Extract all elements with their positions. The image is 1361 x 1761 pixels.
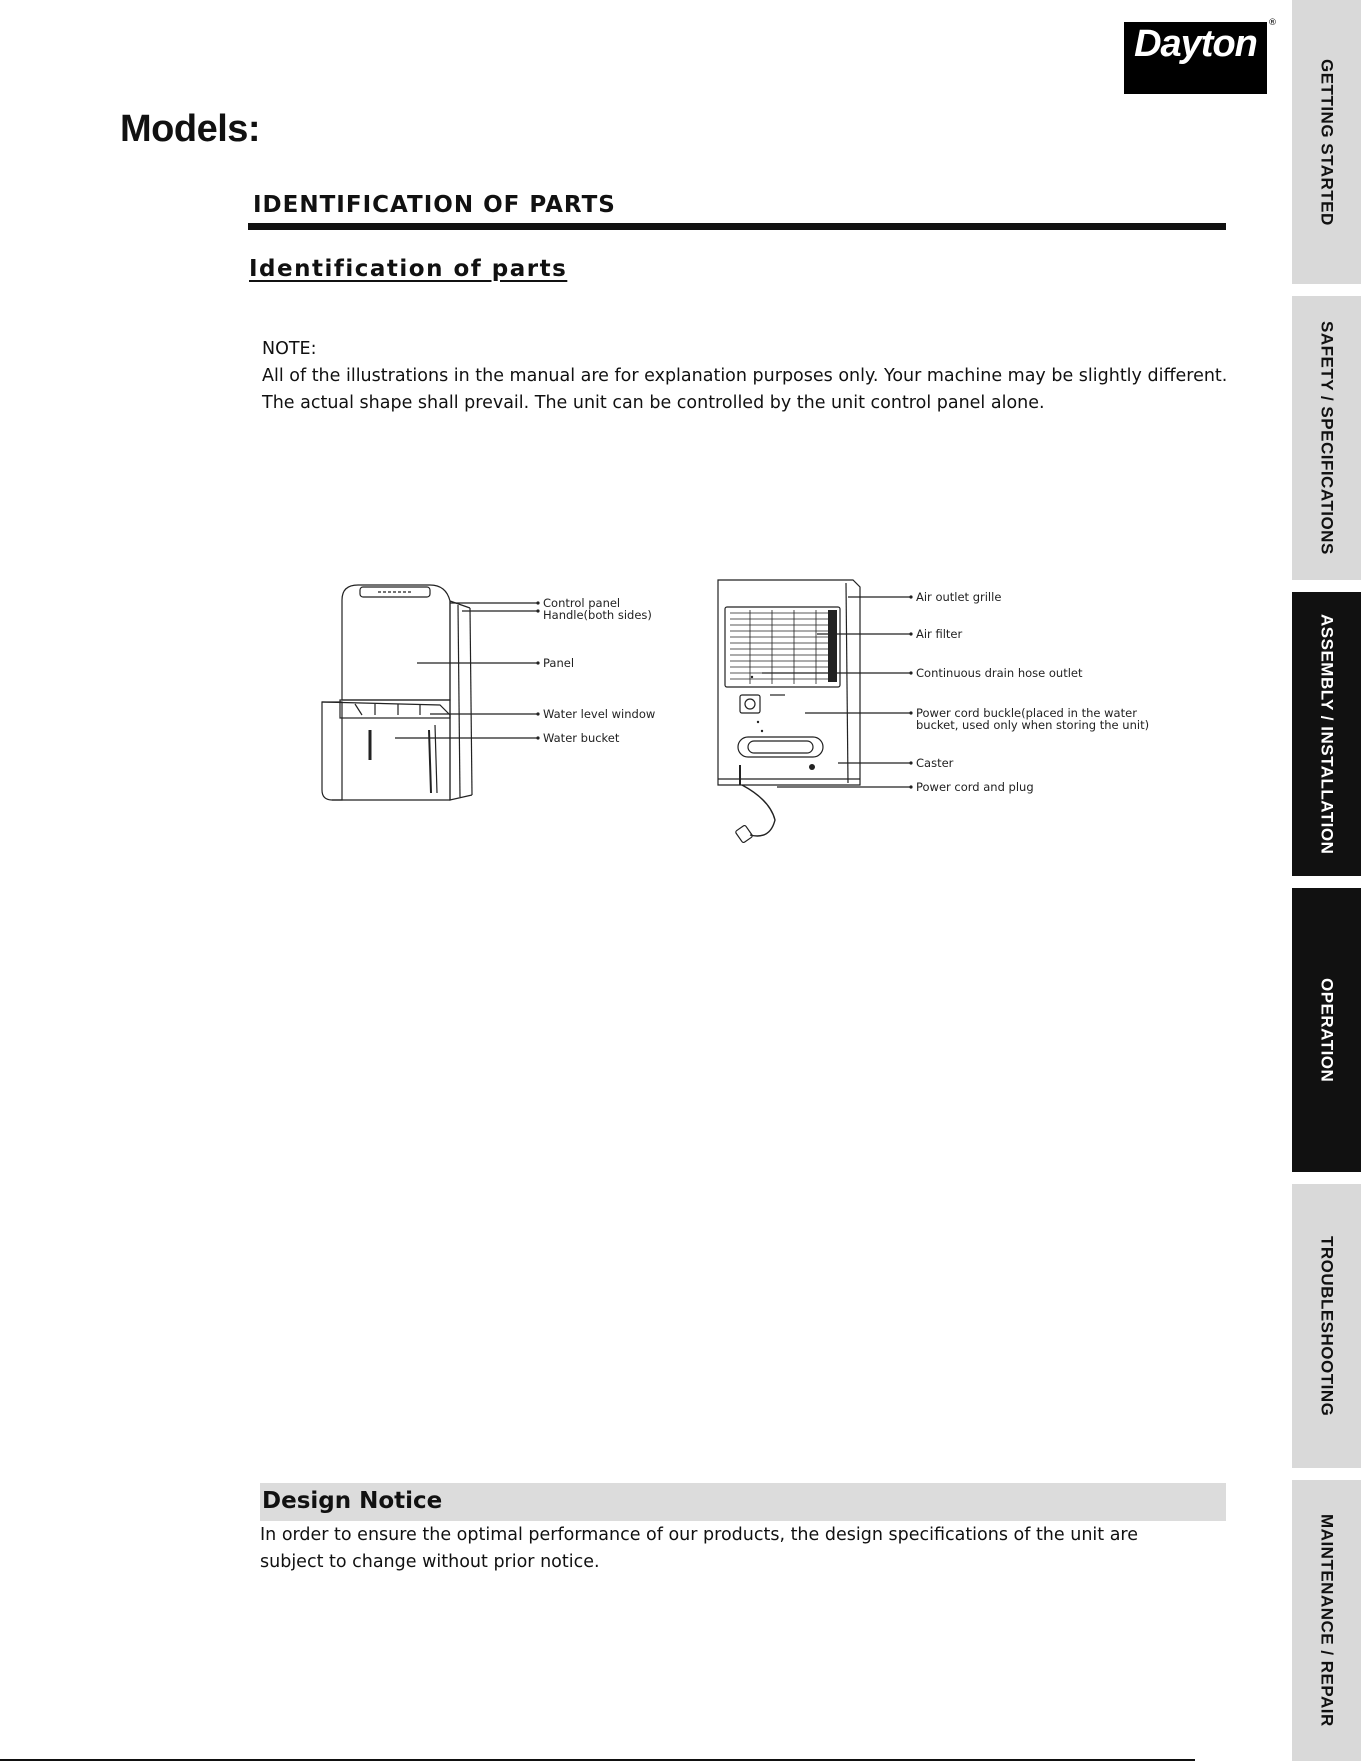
front-view bbox=[322, 585, 537, 800]
tab-safety-specifications[interactable] bbox=[1292, 296, 1361, 580]
design-notice-title: Design Notice bbox=[262, 1488, 443, 1514]
tab-label: OPERATION bbox=[1317, 977, 1337, 1083]
registered-mark: ® bbox=[1268, 18, 1277, 28]
label-water-bucket: Water bucket bbox=[543, 731, 620, 745]
tab-getting-started[interactable] bbox=[1292, 0, 1361, 284]
note-block bbox=[262, 336, 1252, 417]
tab-label: SAFETY / SPECIFICATIONS bbox=[1317, 321, 1337, 555]
tab-label: TROUBLESHOOTING bbox=[1317, 1235, 1337, 1417]
tab-maintenance-repair[interactable] bbox=[1292, 1480, 1361, 1761]
design-notice-text bbox=[260, 1522, 1240, 1576]
dayton-logo bbox=[1124, 22, 1267, 94]
label-power-cord-plug: Power cord and plug bbox=[916, 780, 1034, 794]
dehumidifier-diagram bbox=[300, 565, 1150, 865]
subsection-title: Identification of parts bbox=[249, 256, 568, 282]
note-line-2: The actual shape shall prevail. The unit can be controlled by the unit control panel alone. bbox=[262, 393, 1045, 413]
label-control-panel: Control panel bbox=[543, 596, 621, 610]
front-leader-ticks bbox=[536, 601, 539, 739]
note-line-1: All of the illustrations in the manual are for explanation purposes only. Your machine may be slightly different. bbox=[262, 366, 1228, 386]
label-power-cord-buckle-2: bucket, used only when storing the unit) bbox=[916, 718, 1150, 732]
section-divider bbox=[248, 223, 1226, 230]
design-notice-line-1: In order to ensure the optimal performance of our products, the design specifications of the unit are bbox=[260, 1525, 1138, 1545]
label-air-filter: Air filter bbox=[916, 627, 963, 641]
page-title: Models: bbox=[120, 108, 261, 150]
note-label: NOTE: bbox=[262, 339, 317, 359]
label-handle: Handle(both sides) bbox=[543, 608, 652, 622]
label-water-level-window: Water level window bbox=[543, 707, 656, 721]
label-caster: Caster bbox=[916, 756, 954, 770]
logo-text: Dayton bbox=[1134, 23, 1257, 65]
label-drain-hose-outlet: Continuous drain hose outlet bbox=[916, 666, 1083, 680]
label-air-outlet-grille: Air outlet grille bbox=[916, 590, 1002, 604]
tab-label: ASSEMBLY / INSTALLATION bbox=[1317, 613, 1337, 855]
tab-troubleshooting[interactable] bbox=[1292, 1184, 1361, 1468]
label-power-cord-buckle-1: Power cord buckle(placed in the water bbox=[916, 706, 1137, 720]
tab-operation[interactable] bbox=[1292, 888, 1361, 1172]
section-title: IDENTIFICATION OF PARTS bbox=[253, 192, 616, 218]
rear-view bbox=[718, 580, 910, 843]
tab-assembly-installation[interactable] bbox=[1292, 592, 1361, 876]
label-panel: Panel bbox=[543, 656, 575, 670]
tab-label: GETTING STARTED bbox=[1317, 58, 1337, 226]
design-notice-line-2: subject to change without prior notice. bbox=[260, 1552, 600, 1572]
parts-illustration bbox=[300, 565, 1150, 865]
tab-label: MAINTENANCE / REPAIR bbox=[1317, 1514, 1337, 1727]
